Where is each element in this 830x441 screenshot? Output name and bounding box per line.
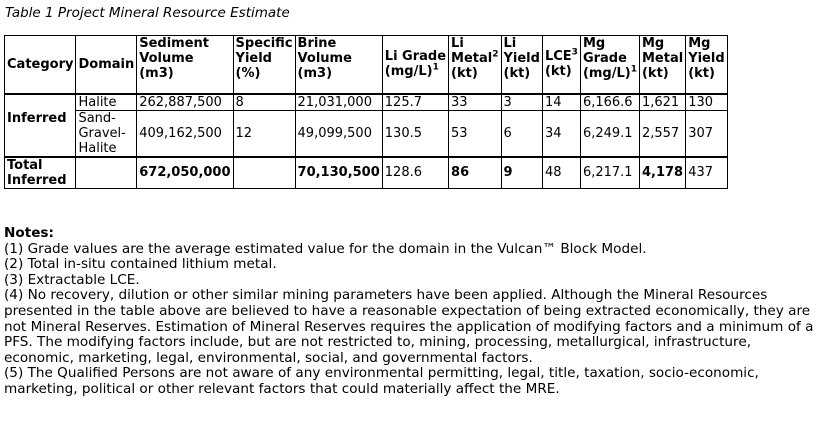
header-li-grade: Li Grade $(mg/L)^1$ <box>382 36 448 94</box>
category-inferred: Inferred <box>5 94 76 157</box>
domain-empty <box>76 157 137 189</box>
cell-brine: 70,130,500 <box>295 157 382 189</box>
cell-mg-grade: 6,166.6 <box>580 94 639 111</box>
cell-li-yield: 3 <box>501 94 542 111</box>
cell-mg-grade: 6,249.1 <box>580 110 639 157</box>
cell-yield: 12 <box>233 110 295 157</box>
header-specific-yield: Specific Yield (%) <box>233 36 295 94</box>
mineral-resource-table <box>4 35 728 189</box>
note-item: (1) Grade values are the average estimated value for the domain in the Vulcan™ Block Model. <box>4 240 647 257</box>
cell-yield: 8 <box>233 94 295 111</box>
note-item: (2) Total in-situ contained lithium metal. <box>4 256 277 273</box>
cell-mg-grade: 6,217.1 <box>580 157 639 189</box>
table-row-total <box>5 157 728 189</box>
cell-lce: 48 <box>542 157 580 189</box>
table-row <box>5 94 728 111</box>
cell-mg-metal: 1,621 <box>639 94 685 111</box>
header-mg-grade: Mg Grade $(mg/L)^1$ <box>580 36 639 94</box>
cell-mg-yield: 307 <box>686 110 727 157</box>
header-lce: LCE$^3$ (kt) <box>542 36 580 94</box>
header-mg-metal: Mg Metal (kt) <box>639 36 685 94</box>
note-item: (3) Extractable LCE. <box>4 271 140 288</box>
cell-li-metal: 86 <box>449 157 501 189</box>
cell-mg-metal: 2,557 <box>639 110 685 157</box>
table-caption: Table 1 Project Mineral Resource Estimate <box>5 5 290 21</box>
header-domain: Domain <box>76 36 137 94</box>
domain-halite: Halite <box>76 94 137 111</box>
domain-sand-gravel-halite: Sand- Gravel- Halite <box>76 110 137 157</box>
cell-li-yield: 6 <box>501 110 542 157</box>
header-category: Category <box>5 36 76 94</box>
header-row <box>5 36 728 94</box>
cell-li-yield: 9 <box>501 157 542 189</box>
category-total-inferred: Total Inferred <box>5 157 76 189</box>
note-item: (5) The Qualified Persons are not aware of any environmental permitting, legal, title, taxation, socio-economic, marketing, political or other relevant factors that could materially affect the MRE. <box>4 365 759 397</box>
cell-yield <box>233 157 295 189</box>
cell-lce: 34 <box>542 110 580 157</box>
header-li-metal: Li Metal$^2$ (kt) <box>449 36 501 94</box>
cell-li-grade: 130.5 <box>382 110 448 157</box>
notes-title: Notes: <box>4 225 54 241</box>
cell-sediment: 409,162,500 <box>137 110 233 157</box>
header-li-yield: Li Yield (kt) <box>501 36 542 94</box>
table-row <box>5 110 728 157</box>
cell-mg-metal: 4,178 <box>639 157 685 189</box>
header-sediment-volume: Sediment Volume (m3) <box>137 36 233 94</box>
cell-mg-yield: 437 <box>686 157 727 189</box>
cell-lce: 14 <box>542 94 580 111</box>
cell-li-grade: 125.7 <box>382 94 448 111</box>
cell-sediment: 262,887,500 <box>137 94 233 111</box>
header-brine-volume: Brine Volume (m3) <box>295 36 382 94</box>
cell-li-grade: 128.6 <box>382 157 448 189</box>
cell-brine: 21,031,000 <box>295 94 382 111</box>
notes-section <box>4 226 819 398</box>
cell-brine: 49,099,500 <box>295 110 382 157</box>
cell-sediment: 672,050,000 <box>137 157 233 189</box>
header-mg-yield: Mg Yield (kt) <box>686 36 727 94</box>
cell-li-metal: 53 <box>449 110 501 157</box>
cell-mg-yield: 130 <box>686 94 727 111</box>
cell-li-metal: 33 <box>449 94 501 111</box>
note-item: (4) No recovery, dilution or other similar mining parameters have been applied. Although the Mineral Resources presented in the table above are believed to have a reasonable expectation of being extracted economically, they are not Mineral Reserves. Estimation of Mineral Reserves requires the application of modifying factors and a minimum of a PFS. The modifying factors include, but are not restricted to, mining, processing, metallurgical, infrastructure, economic, marketing, legal, environmental, social, and governmental factors. <box>4 287 814 366</box>
